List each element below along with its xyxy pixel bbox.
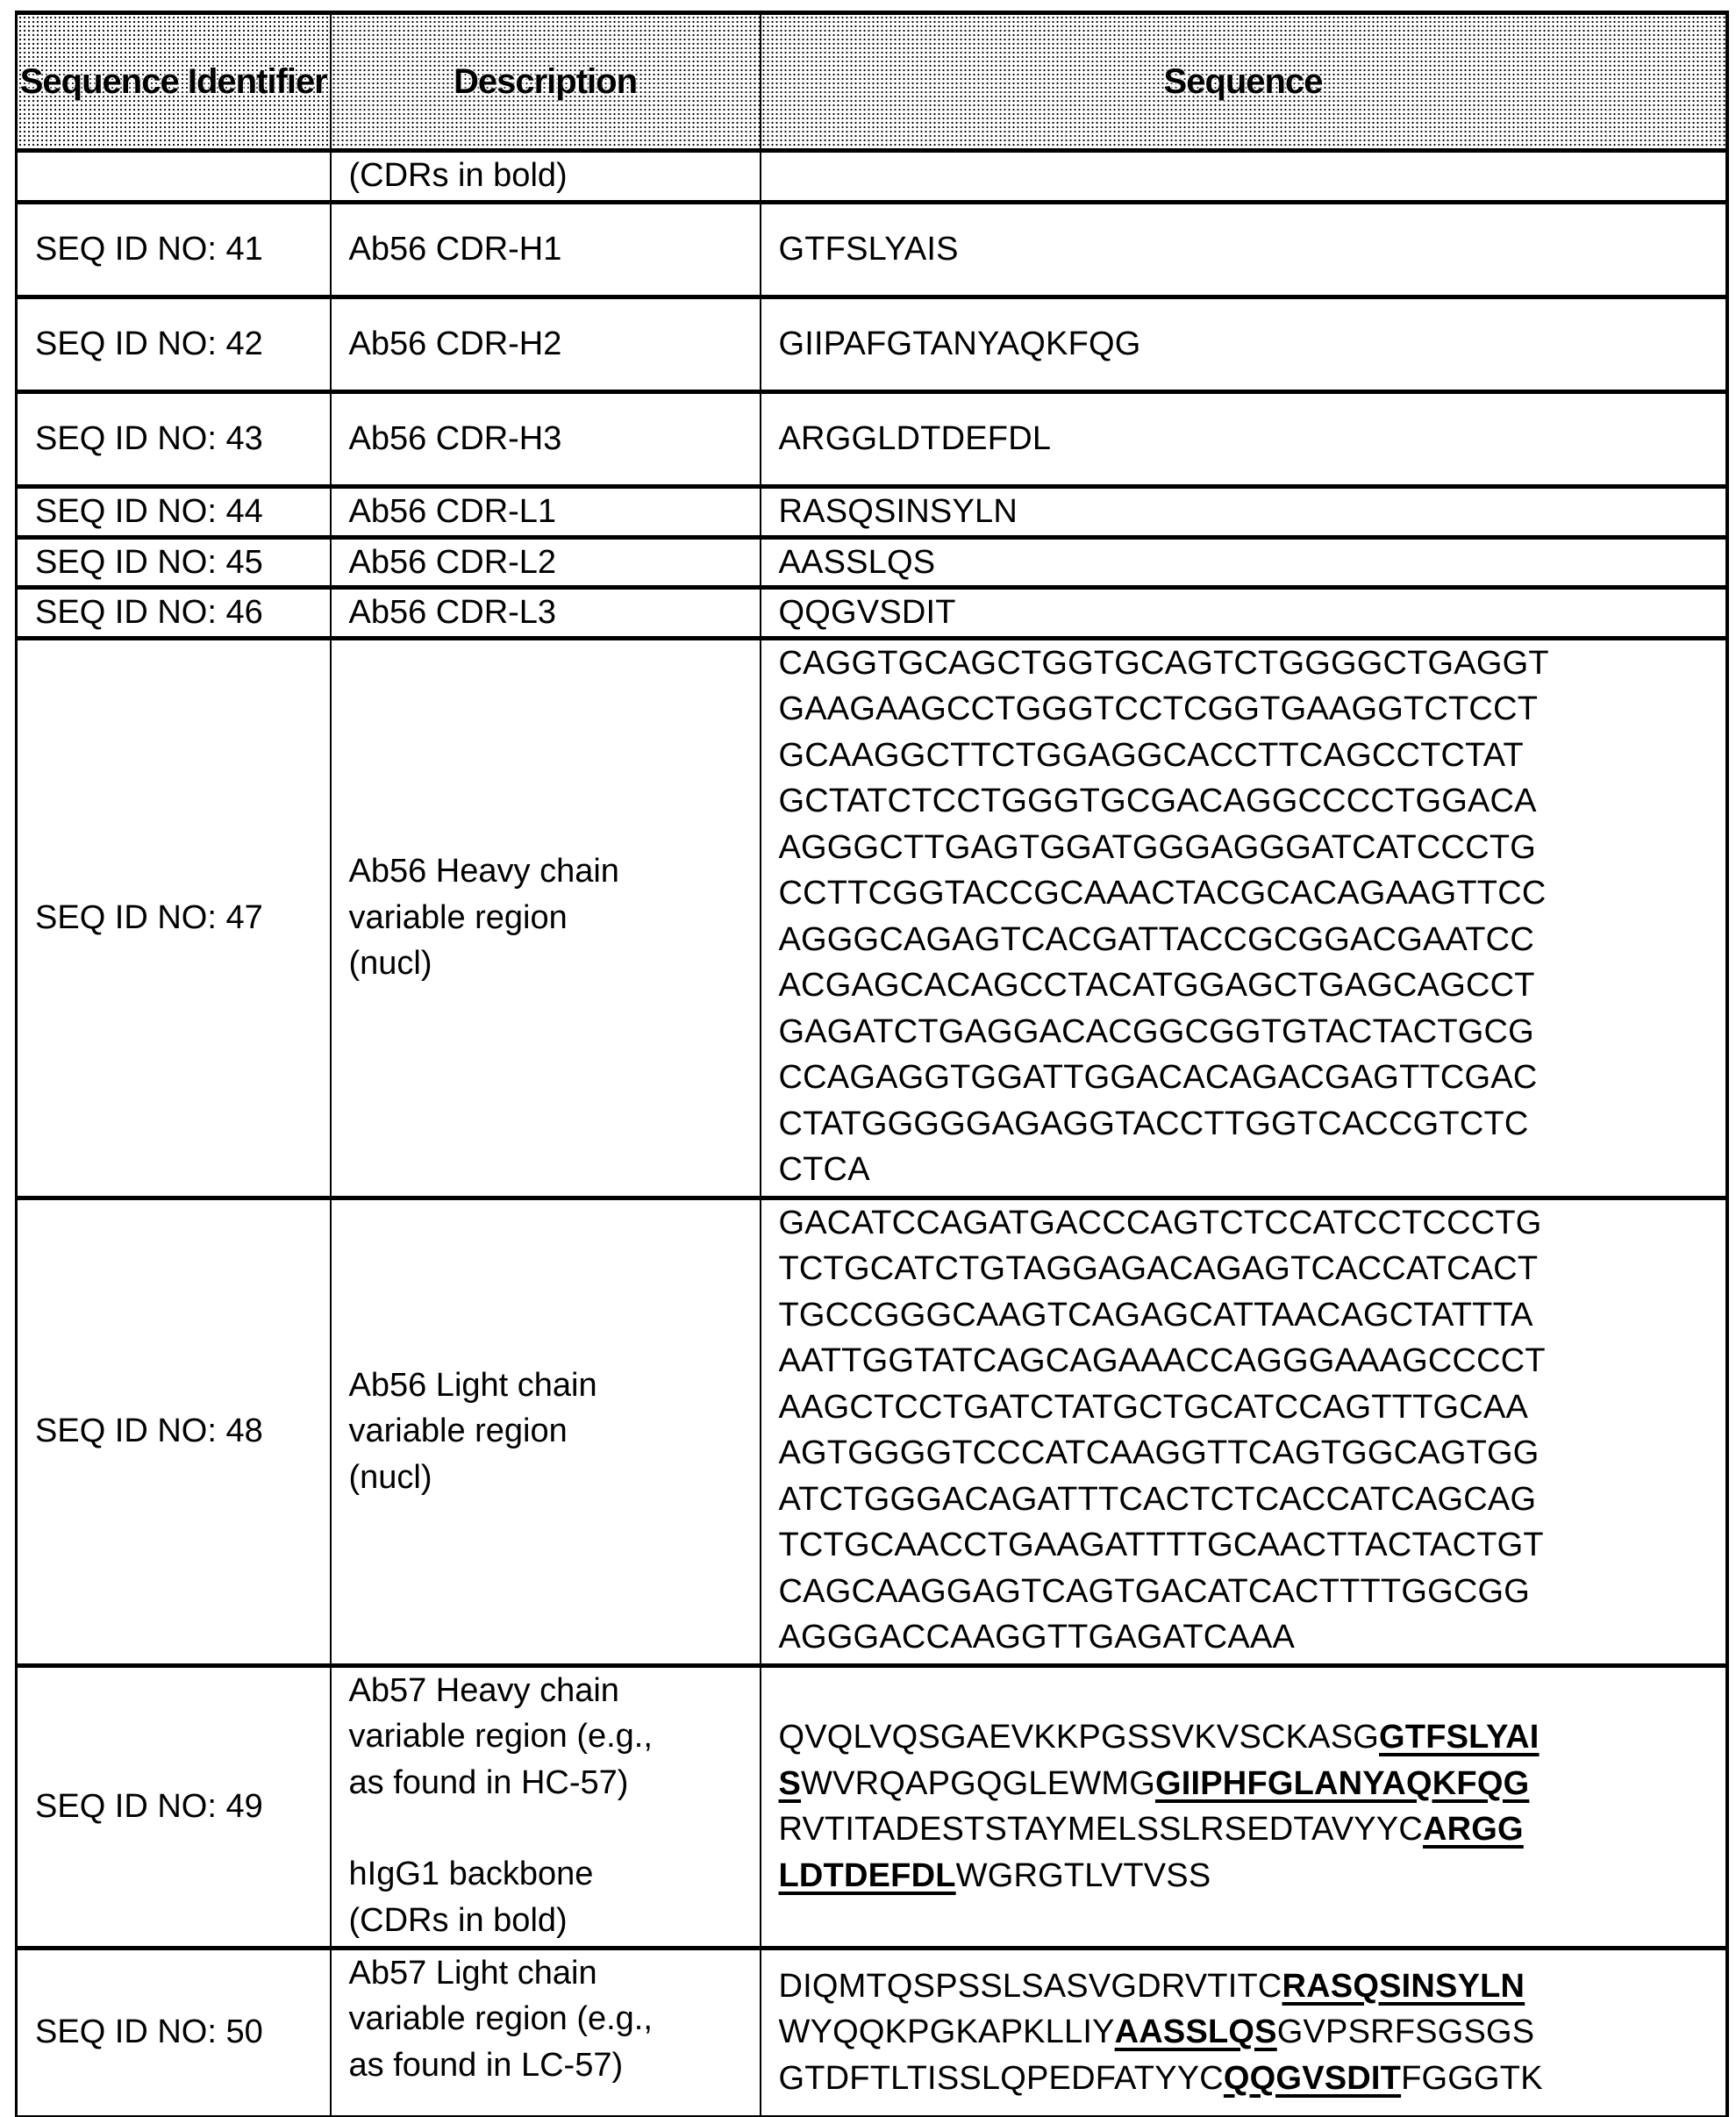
framework-segment: GTDFTLTISSLQPEDFATYYC	[778, 2059, 1224, 2097]
framework-segment: RVTITADESTSTAYMELSSLRSEDTAVYYC	[778, 1811, 1423, 1848]
header-row	[17, 13, 1727, 151]
text-line: (nucl)	[348, 1458, 432, 1496]
table-row	[17, 588, 1727, 639]
framework-segment: QVQLVQSGAEVKKPGSSVKVSCKASG	[778, 1719, 1380, 1756]
table-row	[17, 297, 1727, 392]
cell-sequence	[761, 1665, 1727, 1948]
header-sequence	[761, 13, 1727, 151]
cell-sequence: QQGVSDIT	[761, 588, 1727, 639]
text-line: variable region (e.g.,	[348, 1718, 653, 1755]
sequence-line	[779, 1761, 1725, 1807]
text-line: CAGCAAGGAGTCAGTGACATCACTTTTGGCGG	[778, 1572, 1531, 1610]
cell-sequence	[761, 151, 1727, 203]
sequence-line	[779, 2009, 1725, 2056]
cell-sequence: AASSLQS	[761, 537, 1727, 588]
cell-id: SEQ ID NO: 49	[17, 1665, 331, 1948]
table-row	[17, 1198, 1727, 1665]
sequence-line	[779, 1853, 1725, 1899]
text-line: CTCA	[778, 1151, 870, 1188]
sequence-table	[15, 11, 1729, 2117]
text-line: as found in HC-57)	[348, 1763, 629, 1801]
cdr-segment: GIIPHFGLANYAQKFQG	[1154, 1764, 1530, 1802]
text-line: AATTGGTATCAGCAGAAACCAGGGAAAGCCCCT	[778, 1342, 1546, 1379]
cdr-segment: RASQSINSYLN	[1282, 1967, 1525, 2005]
text-line: TCTGCAACCTGAAGATTTTGCAACTTACTACTGT	[778, 1527, 1544, 1563]
cdr-segment: AASSLQS	[1114, 2013, 1277, 2051]
cell-id	[17, 151, 331, 203]
text-line: Ab57 Light chain	[348, 1954, 597, 1992]
cell-id: SEQ ID NO: 43	[17, 392, 331, 487]
text-line: TCTGCATCTGTAGGAGACAGAGTCACCATCACT	[778, 1250, 1539, 1287]
text-line: CCTTCGGTACCGCAAACTACGCACAGAAGTTCC	[778, 875, 1547, 912]
text-line: variable region	[348, 898, 568, 936]
framework-segment: DIQMTQSPSSLSASVGDRVTITC	[778, 1967, 1282, 2005]
cell-sequence: RASQSINSYLN	[761, 487, 1727, 538]
text-line: CCAGAGGTGGATTGGACACAGACGAGTTCGAC	[778, 1059, 1538, 1096]
cell-sequence	[761, 1198, 1727, 1665]
protein-sequence	[779, 1714, 1725, 1899]
sequence-line	[779, 2056, 1725, 2102]
cdr-segment: GTFSLYAI	[1379, 1719, 1540, 1756]
cell-id: SEQ ID NO: 41	[17, 203, 331, 297]
framework-segment: WVRQAPGQGLEWMG	[801, 1764, 1155, 1802]
cell-description: Ab56 CDR-L1	[331, 487, 761, 538]
nucleotide-sequence	[779, 1200, 1725, 1661]
cdr-segment: LDTDEFDL	[778, 1856, 956, 1894]
text-line	[349, 1806, 760, 1851]
cell-description: Ab56 CDR-L2	[331, 537, 761, 588]
cell-id: SEQ ID NO: 42	[17, 297, 331, 392]
cell-id: SEQ ID NO: 45	[17, 537, 331, 588]
cell-description: Ab56 CDR-H1	[331, 203, 761, 297]
text-line: GAGATCTGAGGACACGGCGGTGTACTACTGCG	[778, 1012, 1534, 1050]
cell-description: (CDRs in bold)	[331, 151, 761, 203]
text-line: AGGGCTTGAGTGGATGGGAGGGATCATCCCTG	[778, 828, 1537, 866]
cdr-segment: ARGG	[1423, 1811, 1524, 1848]
cell-sequence	[761, 638, 1727, 1198]
table-row-continuation	[17, 151, 1727, 203]
cell-description	[331, 1948, 761, 2116]
text-line: Ab57 Heavy chain	[348, 1671, 619, 1709]
cell-id: SEQ ID NO: 44	[17, 487, 331, 538]
text-line: variable region (e.g.,	[348, 2000, 653, 2037]
sequence-line	[779, 1963, 1725, 2010]
table-row	[17, 638, 1727, 1198]
header-description	[331, 13, 761, 151]
text-line: CTATGGGGGAGAGGTACCTTGGTCACCGTCTC	[778, 1105, 1529, 1142]
nucleotide-sequence	[779, 640, 1725, 1193]
framework-segment: WGRGTLVTVSS	[955, 1856, 1211, 1894]
table-row	[17, 392, 1727, 487]
description-lines	[349, 1362, 760, 1501]
cell-description: Ab56 CDR-H2	[331, 297, 761, 392]
cell-description: Ab56 CDR-H3	[331, 392, 761, 487]
text-line: AGGGCAGAGTCACGATTACCGCGGACGAATCC	[778, 920, 1534, 958]
cell-id: SEQ ID NO: 46	[17, 588, 331, 639]
sequence-line	[779, 1714, 1725, 1761]
text-line: (nucl)	[348, 945, 432, 983]
cell-sequence: GTFSLYAIS	[761, 203, 1727, 297]
framework-segment: FGGGTK	[1401, 2059, 1543, 2097]
text-line: GCTATCTCCTGGGTGCGACAGGCCCCTGGACA	[778, 783, 1537, 819]
cell-description: Ab56 CDR-L3	[331, 588, 761, 639]
cell-id: SEQ ID NO: 47	[17, 638, 331, 1198]
framework-segment: WYQQKPGKAPKLLIY	[778, 2013, 1115, 2051]
text-line: as found in LC-57)	[348, 2046, 624, 2084]
text-line: AGTGGGGTCCCATCAAGGTTCAGTGGCAGTGG	[778, 1434, 1540, 1471]
description-lines	[349, 848, 760, 987]
cell-sequence: ARGGLDTDEFDL	[761, 392, 1727, 487]
text-line: AGGGACCAAGGTTGAGATCAAA	[778, 1619, 1296, 1656]
text-line: hIgG1 backbone	[348, 1856, 594, 1892]
table-row	[17, 537, 1727, 588]
text-line: ACGAGCACAGCCTACATGGAGCTGAGCAGCCT	[778, 967, 1535, 1004]
header-sequence-label: Sequence	[1163, 62, 1323, 101]
cdr-segment: QQGVSDIT	[1223, 2059, 1402, 2097]
header-id-line-2: Identifier	[187, 62, 327, 101]
text-line: Ab56 Light chain	[348, 1366, 597, 1404]
table-row	[17, 487, 1727, 538]
sequence-line	[779, 1806, 1725, 1853]
table-row	[17, 1665, 1727, 1948]
cell-description	[331, 1665, 761, 1948]
text-line: GCAAGGCTTCTGGAGGCACCTTCAGCCTCTAT	[778, 736, 1524, 774]
text-line: GACATCCAGATGACCCAGTCTCCATCCTCCCTG	[778, 1204, 1542, 1241]
cell-sequence	[761, 1948, 1727, 2116]
text-line: GAAGAAGCCTGGGTCCTCGGTGAAGGTCTCCT	[778, 690, 1539, 727]
cell-description	[331, 638, 761, 1198]
header-description-label: Description	[453, 62, 638, 101]
cell-description	[331, 1198, 761, 1665]
text-line: TGCCGGGCAAGTCAGAGCATTAACAGCTATTTA	[778, 1296, 1533, 1334]
cdr-segment: S	[778, 1764, 802, 1802]
protein-sequence	[779, 1963, 1725, 2102]
cell-id: SEQ ID NO: 50	[17, 1948, 331, 2116]
table-row	[17, 1948, 1727, 2116]
cell-sequence: GIIPAFGTANYAQKFQG	[761, 297, 1727, 392]
text-line: Ab56 Heavy chain	[348, 853, 619, 890]
text-line: CAGGTGCAGCTGGTGCAGTCTGGGGCTGAGGT	[778, 644, 1549, 682]
cell-id: SEQ ID NO: 48	[17, 1198, 331, 1665]
table-row	[17, 203, 1727, 297]
header-id-line-1: Sequence	[19, 62, 179, 101]
description-lines	[349, 1950, 760, 2089]
text-line: ATCTGGGACAGATTTCACTCTCACCATCAGCAG	[778, 1480, 1537, 1518]
text-line: variable region	[348, 1413, 568, 1450]
header-sequence-identifier	[17, 13, 331, 151]
description-lines	[349, 1668, 760, 1944]
text-line: AAGCTCCTGATCTATGCTGCATCCAGTTTGCAA	[778, 1388, 1529, 1426]
framework-segment: GVPSRFSGSGS	[1276, 2013, 1535, 2051]
text-line: (CDRs in bold)	[348, 1901, 568, 1939]
